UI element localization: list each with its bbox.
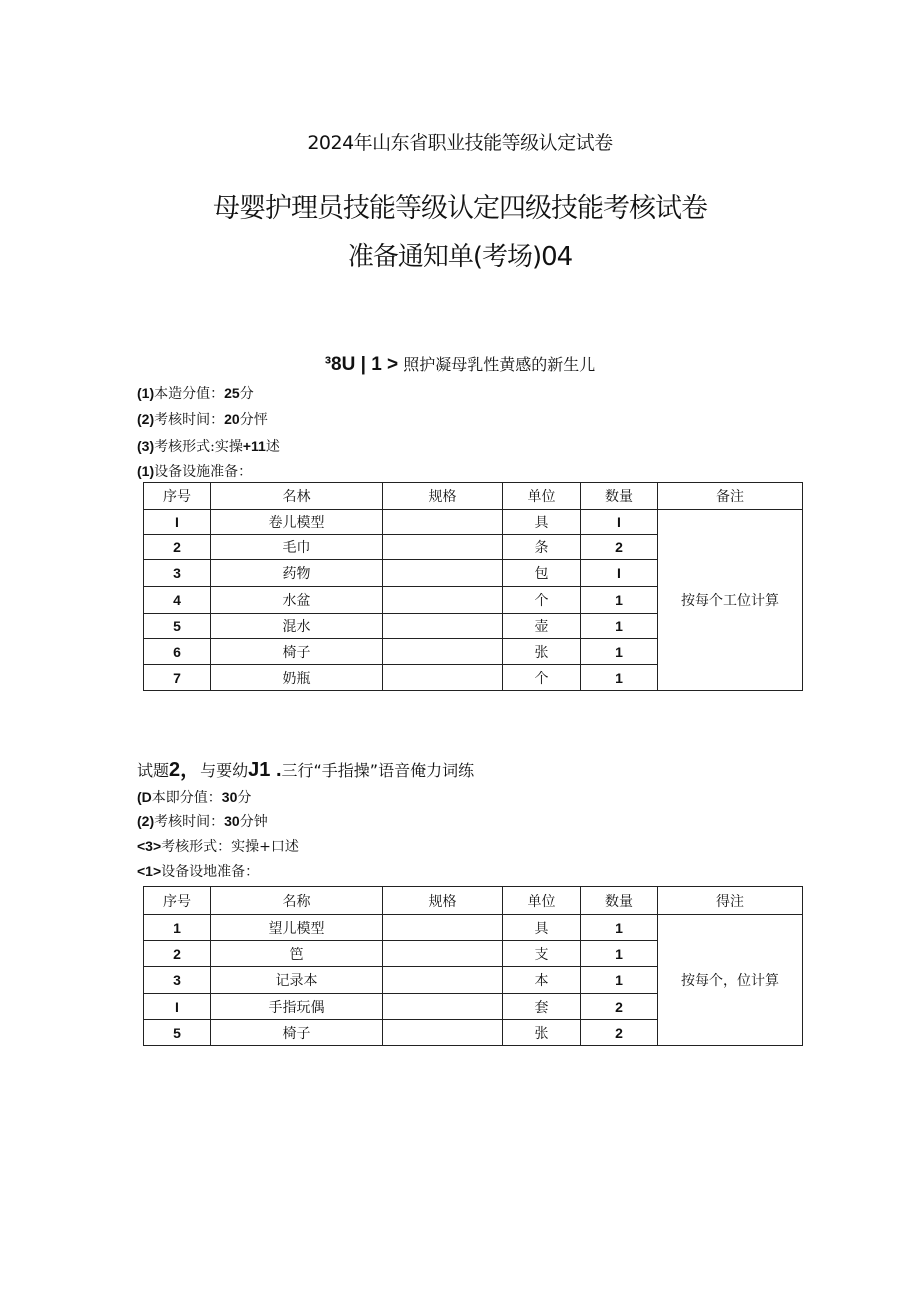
table-row: 3 药物 包 I [144,560,803,587]
table-header-row: 序号 名林 规格 单位 数量 备注 [144,483,803,510]
table-row: 5 混水 壶 1 [144,614,803,639]
question-1-time: (2)考核时间：20分怦 [137,411,268,428]
table-note: 按每个工位计算 [658,510,803,691]
equipment-table-1 [143,482,803,691]
table-row: 7 奶瓶 个 1 [144,665,803,691]
table-row: 2 笆 支 1 [144,941,803,967]
exam-title: 母婴护理员技能等级认定四级技能考核试卷 [213,193,707,224]
table-row: 5 椅子 张 2 [144,1020,803,1046]
table-row: 2 毛巾 条 2 [144,535,803,560]
table-row: 1 望儿模型 具 1 按每个，位计算 [144,915,803,941]
table-row: 6 椅子 张 1 [144,639,803,665]
question-1-score: (1)本造分值：25分 [137,385,254,402]
question-1-number: ³8U | 1 > [324,354,399,375]
question-2-score: (D本即分值：30分 [137,789,252,806]
table-note: 按每个，位计算 [658,915,803,1046]
question-1-form: (3)考核形式:实操+11述 [137,438,280,455]
question-2-title: 试题2，与要幼J1 .三行“手指操”语音俺力词练 [137,759,475,781]
question-2-prep: <1>设备设地准备： [137,863,260,880]
question-1-title [0,352,920,376]
table-header-row: 序号 名称 规格 单位 数量 得注 [144,887,803,915]
table-row: 3 记录本 本 1 [144,967,803,994]
exam-subtitle: 准备通知单(考场)04 [347,242,573,272]
question-1-text: 照护凝母乳性黄感的新生儿 [403,355,596,374]
question-1-prep: (1)设备设施准备： [137,463,253,480]
table-row: I 卷儿模型 具 I 按每个工位计算 [144,510,803,535]
table-row: 4 水盆 个 1 [144,587,803,614]
equipment-table-2 [143,886,803,1046]
table-row: I 手指玩偶 套 2 [144,994,803,1020]
question-2-time: (2)考核时间：30分钟 [137,813,268,830]
exam-header: 2024年山东省职业技能等级认定试卷 [307,132,613,154]
question-2-form: <3>考核形式：实操+口述 [137,838,299,855]
